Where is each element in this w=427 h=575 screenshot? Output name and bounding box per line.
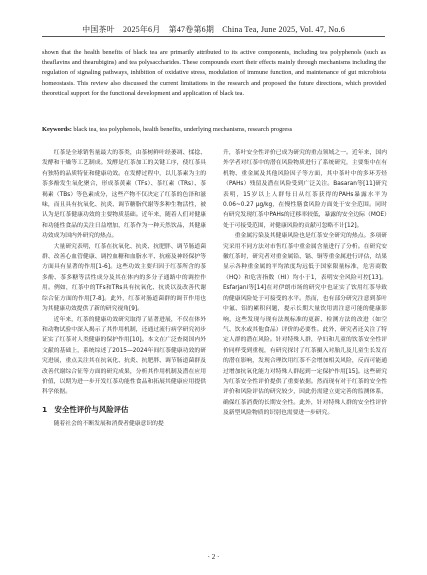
abstract-text: shown that the health benefits of black tea are primarily attributed to its active components, including tea polyphenols (such as theaflavins and thearubigins) and tea polysaccharides. These compounds exert their effects mainly through mechanisms including the regulation of signaling pathways, inhibition of oxidative stress, modulation of immune function, and maintenance of gut microbiota homeostasis. This review also discussed the current limitations in the research and proposed the future directions, which provided theoretical support for the functional development and application of black tea. [42,49,386,97]
keywords-line [42,125,386,135]
intro-paragraph-1: 红茶是全球销售量最大的茶类，由茶树鲜叶经萎凋、揉捻、发酵和干燥等工艺制成。发酵是红茶加工的关键工序，使红茶具有独特的品质特征和健康功效。在发酵过程中，以儿茶素为主的茶多酚发生氧化聚合，形成茶黄素（TFs）、茶红素（TRs）、茶褐素（TBs）等色素成分，这些产物不仅决定了红茶的色泽和滋味，而且具有抗氧化、抗炎、调节糖脂代谢等多种生物活性，被认为是红茶健康功效的主要物质基础。近年来，随着人们对健康和功能性食品的关注日益增加，红茶作为一种天然饮品，其健康功效成为国内外研究的热点。 [42,150,206,240]
section-1-paragraph-continued: 升，茶叶安全性评价已成为研究的重点领域之一。近年来，国内外学者对红茶中的潜在风险物质进行了系统研究，主要集中在有机物、重金属及其他风险因子等方面，其中茶叶中的多环芳烃（PAHs）残留及潜在风险受到广泛关注。Basaran等[11]研究表明，15岁以上人群每日从红茶获得的PAHs暴露水平为0.06~0.27 μg/kg，在慢性膳食风险方面处于安全范围。同时有研究发现红茶中PAHs的迁移率较低，暴露的安全边际（MOE）处于可接受范围，对健康风险的贡献可忽略不计[12]。 [223,150,387,229]
page-number: · 2 · [207,553,220,561]
header-divider [42,36,385,37]
section-1-paragraph-2: 重金属污染及其健康风险也是红茶安全研究的热点。多项研究采用不同方法对市售红茶中重金属含量进行了分析。在研究安徽红茶时，研究者对重金属铅、镉、铜等重金属进行评估，结果显示各种重金属的平均浓度均远低于国家限量标准，危害商数（HQ）和危害指数（HI）均小于1，表明安全风险可控[13]。Esfarjani等[14]在对伊朗市场的研究中也证实了饮用红茶导致的健康风险处于可接受的水平。然而，也有部分研究注意到茶叶中氟、铝的累积问题，提示长期大量饮用需注意可能的健康影响，这些发现与现有法规标准的更新、检测方法的改进（如空气、饮水或其他食品）评价的必要性。此外，研究者还关注了特定人群的潜在风险。针对特殊人群，孕妇和儿童的饮茶安全性评价同样受到重视，有研究探讨了红茶摄入对胎儿及儿童生长发育的潜在影响，发现合理饮用红茶不会增加相关风险，反而可能通过增加抗氧化能力对特殊人群起到一定保护作用[15]。这些研究为红茶安全性评价提供了重要依据。然而现有对于红茶的安全性评价和风险评估的研究较少，因此仍需建立更完善的监测体系，确保红茶消费的长期安全性。此外，针对特殊人群的安全性评价及新型风险物质的识别也需要进一步研究。 [223,233,387,417]
section-heading-1: 1 安全性评价与风险评估 [42,404,129,414]
left-column [42,148,206,429]
right-column [223,148,387,419]
keywords-label: Keywords: [42,126,72,133]
section-1-paragraph-start: 随着社会的不断发展和消费者健康意识的提 [53,420,164,427]
intro-paragraph-3: 近年来，红茶的健康功效研究取得了显著进展，不仅在体外和动物试验中深入揭示了其作用机制，还通过流行病学研究初步证实了红茶对人类健康的保护作用[10]。本文在广泛查阅国内外文献的基础上，系统综述了2015—2024年间红茶健康功效的研究进展，重点关注其在抗氧化、抗炎、抗肥胖、调节肠道菌群及改善代谢综合征等方面的研究成果，分析其作用机制及潜在应用价值，以期为进一步开发红茶功能性食品和拓展其健康应用提供科学依据。 [42,316,206,396]
keywords-text: black tea, tea polyphenols, health benefits, underlying mechanisms, research progress [71,126,293,133]
intro-paragraph-2: 大量研究表明，红茶在抗氧化、抗炎、抗肥胖、调节肠道菌群、改善心血管健康、调控血糖和血脂水平、抗癌及神经保护等方面具有显著的作用[1-6]。这些功效主要归因于红茶所含的茶多酚、茶多糖等活性成分及其在体内的多分子通路中的调控作用。例如，红茶中的TFs和TRs具有抗氧化、抗炎以及改善代谢综合征方面的作用[7-8]。此外，红茶对肠道菌群的调节作用也为其健康功效提供了新的研究视角[9]。 [42,243,206,313]
journal-header: 中国茶叶 2025年6月 第47卷第6期 China Tea, June 2025, Vol. 47, No.6 [82,25,345,34]
abstract-continuation [42,48,386,99]
